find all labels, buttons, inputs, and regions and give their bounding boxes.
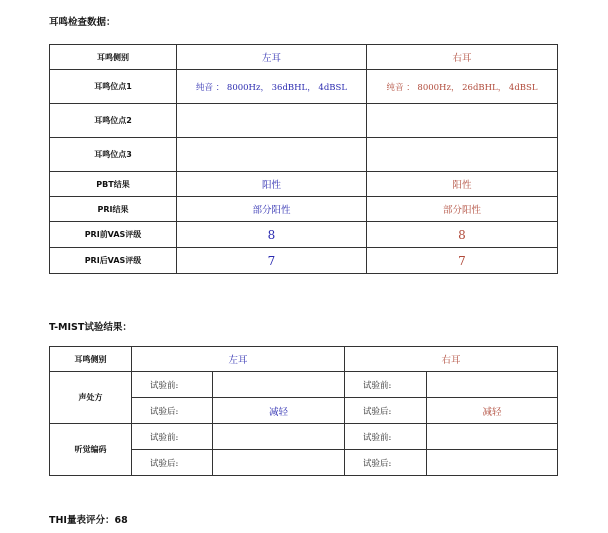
right-after-value [427, 450, 558, 476]
after-label: 试验后: [345, 398, 427, 424]
header-row [50, 347, 558, 372]
right-value: 7 [367, 248, 558, 274]
row-label: 耳鸣位点1 [50, 70, 177, 104]
right-value: 纯音 ： 8000Hz， 26dBHL， 4dBSL [367, 70, 558, 104]
thi-score: THI量表评分：68 [49, 515, 128, 526]
left-before-value [213, 424, 345, 450]
table-row [50, 138, 558, 172]
row-label: PBT结果 [50, 172, 177, 197]
left-after-value: 减轻 [213, 398, 345, 424]
left-value: 纯音 ： 8000Hz， 36dBHL， 4dBSL [177, 70, 367, 104]
table-row [50, 424, 558, 450]
before-label: 试验前: [132, 424, 213, 450]
left-after-value [213, 450, 345, 476]
row-label: PRI结果 [50, 197, 177, 222]
row-label: 耳鸣位点3 [50, 138, 177, 172]
tinnitus-data-title: 耳鸣检查数据： [49, 17, 116, 28]
row-label: 耳鸣位点2 [50, 104, 177, 138]
table-row [50, 172, 558, 197]
before-label: 试验前: [132, 372, 213, 398]
side-header: 耳鸣侧别 [50, 347, 132, 372]
left-value [177, 104, 367, 138]
table-row [50, 248, 558, 274]
right-ear-header: 右耳 [367, 45, 558, 70]
right-value: 阳性 [367, 172, 558, 197]
before-label: 试验前: [345, 424, 427, 450]
tmist-table [49, 346, 558, 476]
before-label: 试验前: [345, 372, 427, 398]
row-label: PRI后VAS评级 [50, 248, 177, 274]
right-value [367, 138, 558, 172]
right-value: 8 [367, 222, 558, 248]
tinnitus-data-table [49, 44, 558, 274]
row-label: PRI前VAS评级 [50, 222, 177, 248]
left-value: 8 [177, 222, 367, 248]
right-value [367, 104, 558, 138]
left-ear-header: 左耳 [132, 347, 345, 372]
group-label: 听觉编码 [50, 424, 132, 476]
after-label: 试验后: [345, 450, 427, 476]
left-ear-header: 左耳 [177, 45, 367, 70]
left-value: 7 [177, 248, 367, 274]
table-row [50, 70, 558, 104]
left-before-value [213, 372, 345, 398]
left-value [177, 138, 367, 172]
table-row [50, 372, 558, 398]
table-row [50, 222, 558, 248]
group-label: 声处方 [50, 372, 132, 424]
right-ear-header: 右耳 [345, 347, 558, 372]
left-value: 阳性 [177, 172, 367, 197]
side-header: 耳鸣侧别 [50, 45, 177, 70]
right-value: 部分阳性 [367, 197, 558, 222]
after-label: 试验后: [132, 398, 213, 424]
table-row [50, 197, 558, 222]
left-value: 部分阳性 [177, 197, 367, 222]
header-row [50, 45, 558, 70]
right-before-value [427, 424, 558, 450]
table-row [50, 104, 558, 138]
tmist-title: T-MIST试验结果： [49, 322, 132, 333]
right-after-value: 减轻 [427, 398, 558, 424]
after-label: 试验后: [132, 450, 213, 476]
right-before-value [427, 372, 558, 398]
